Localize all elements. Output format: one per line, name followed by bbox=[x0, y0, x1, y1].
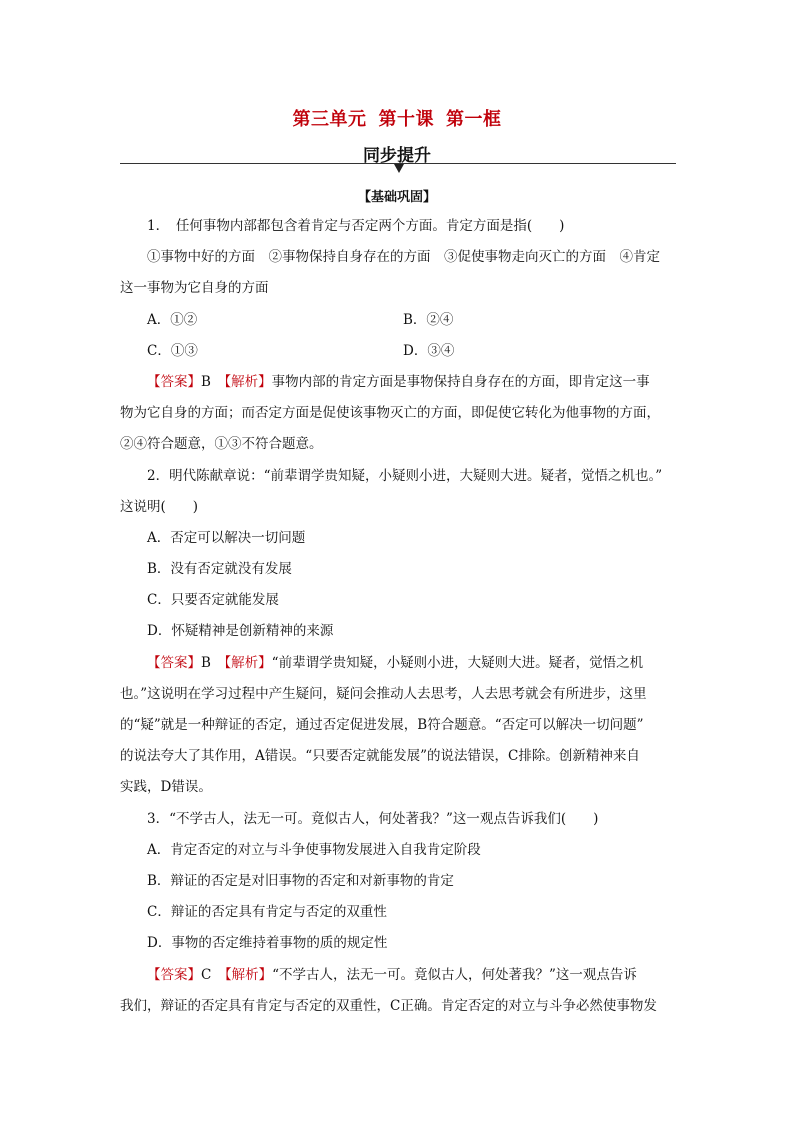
section-heading: 【基础巩固】 bbox=[357, 190, 436, 205]
page-title bbox=[0, 105, 794, 131]
analysis-text: “前辈谓学贵知疑，小疑则小进，大疑则大进。疑者，觉悟之机 bbox=[271, 654, 644, 671]
answer-tag: 【答案】 bbox=[147, 966, 201, 983]
option-b: B．没有否定就没有发展 bbox=[147, 561, 292, 578]
analysis-tag: 【解析】 bbox=[224, 654, 272, 671]
analysis-line: 的“疑”就是一种辩证的否定，通过否定促进发展，B符合题意。“否定可以解决一切问题” bbox=[120, 717, 644, 733]
option-b: B．辩证的否定是对旧事物的否定和对新事物的肯定 bbox=[147, 872, 454, 889]
answer-value: C bbox=[201, 966, 225, 983]
title-frame: 第一框 bbox=[446, 109, 502, 130]
option-a: A．①② bbox=[147, 311, 198, 328]
question-1-stem: 1． 任何事物内部都包含着肯定与否定两个方面。肯定方面是指( ) bbox=[147, 218, 565, 234]
question-2-stem-line: 这说明( ) bbox=[120, 498, 199, 515]
option-c: C．辩证的否定具有肯定与否定的双重性 bbox=[147, 904, 387, 921]
question-3-stem: 3．“不学古人，法无一可。竟似古人，何处著我？”这一观点告诉我们( ) bbox=[147, 810, 599, 827]
option-c: C．只要否定就能发展 bbox=[147, 592, 279, 609]
analysis-line: 也。”这说明在学习过程中产生疑问，疑问会推动人去思考，人去思考就会有所进步，这里 bbox=[120, 685, 647, 702]
option-b: B．②④ bbox=[403, 311, 454, 328]
triangle-down-icon bbox=[394, 164, 404, 173]
analysis-text: “不学古人，法无一可。竟似古人，何处著我？”这一观点告诉 bbox=[272, 966, 637, 983]
answer-value: B bbox=[201, 654, 225, 671]
option-d: D．事物的否定维持着事物的质的规定性 bbox=[147, 935, 388, 952]
analysis-line: 物为它自身的方面；而否定方面是促使该事物灭亡的方面，即促使它转化为他事物的方面， bbox=[120, 405, 660, 422]
analysis-line: ②④符合题意，①③不符合题意。 bbox=[120, 436, 323, 453]
analysis-text: 事物内部的肯定方面是事物保持自身存在的方面，即肯定这一事 bbox=[271, 373, 650, 390]
title-unit: 第三单元 bbox=[292, 109, 367, 130]
question-2-answer bbox=[120, 648, 678, 679]
question-3-answer bbox=[120, 960, 678, 991]
analysis-line: 我们，辩证的否定具有肯定与否定的双重性，C正确。肯定否定的对立与斗争必然使事物发 bbox=[120, 997, 657, 1014]
question-2-stem: 2．明代陈献章说：“前辈谓学贵知疑，小疑则小进，大疑则大进。疑者，觉悟之机也。” bbox=[147, 467, 663, 484]
option-a: A．否定可以解决一切问题 bbox=[147, 529, 306, 546]
analysis-line: 的说法夸大了其作用，A错误。“只要否定就能发展”的说法错误，C排除。创新精神来自 bbox=[120, 748, 640, 765]
option-a: A．肯定否定的对立与斗争使事物发展进入自我肯定阶段 bbox=[147, 841, 481, 858]
title-lesson: 第十课 bbox=[378, 109, 434, 130]
question-1-options-row bbox=[120, 305, 678, 336]
question-list bbox=[120, 211, 678, 1022]
option-d: D．怀疑精神是创新精神的来源 bbox=[147, 623, 334, 640]
answer-value: B bbox=[201, 373, 225, 390]
option-d: D．③④ bbox=[403, 342, 455, 359]
page-subtitle: 同步提升 bbox=[363, 146, 431, 166]
analysis-tag: 【解析】 bbox=[224, 373, 272, 390]
question-1-options-row bbox=[120, 336, 678, 367]
answer-tag: 【答案】 bbox=[147, 373, 201, 390]
question-1-items-line: ①事物中好的方面 ②事物保持自身存在的方面 ③促使事物走向灭亡的方面 ④肯定 bbox=[147, 249, 660, 266]
option-c: C．①③ bbox=[147, 342, 198, 359]
answer-tag: 【答案】 bbox=[147, 654, 201, 671]
analysis-tag: 【解析】 bbox=[224, 966, 273, 983]
analysis-line: 实践，D错误。 bbox=[120, 779, 212, 796]
question-1-answer bbox=[120, 367, 678, 398]
question-1-items-line: 这一事物为它自身的方面 bbox=[120, 280, 269, 297]
